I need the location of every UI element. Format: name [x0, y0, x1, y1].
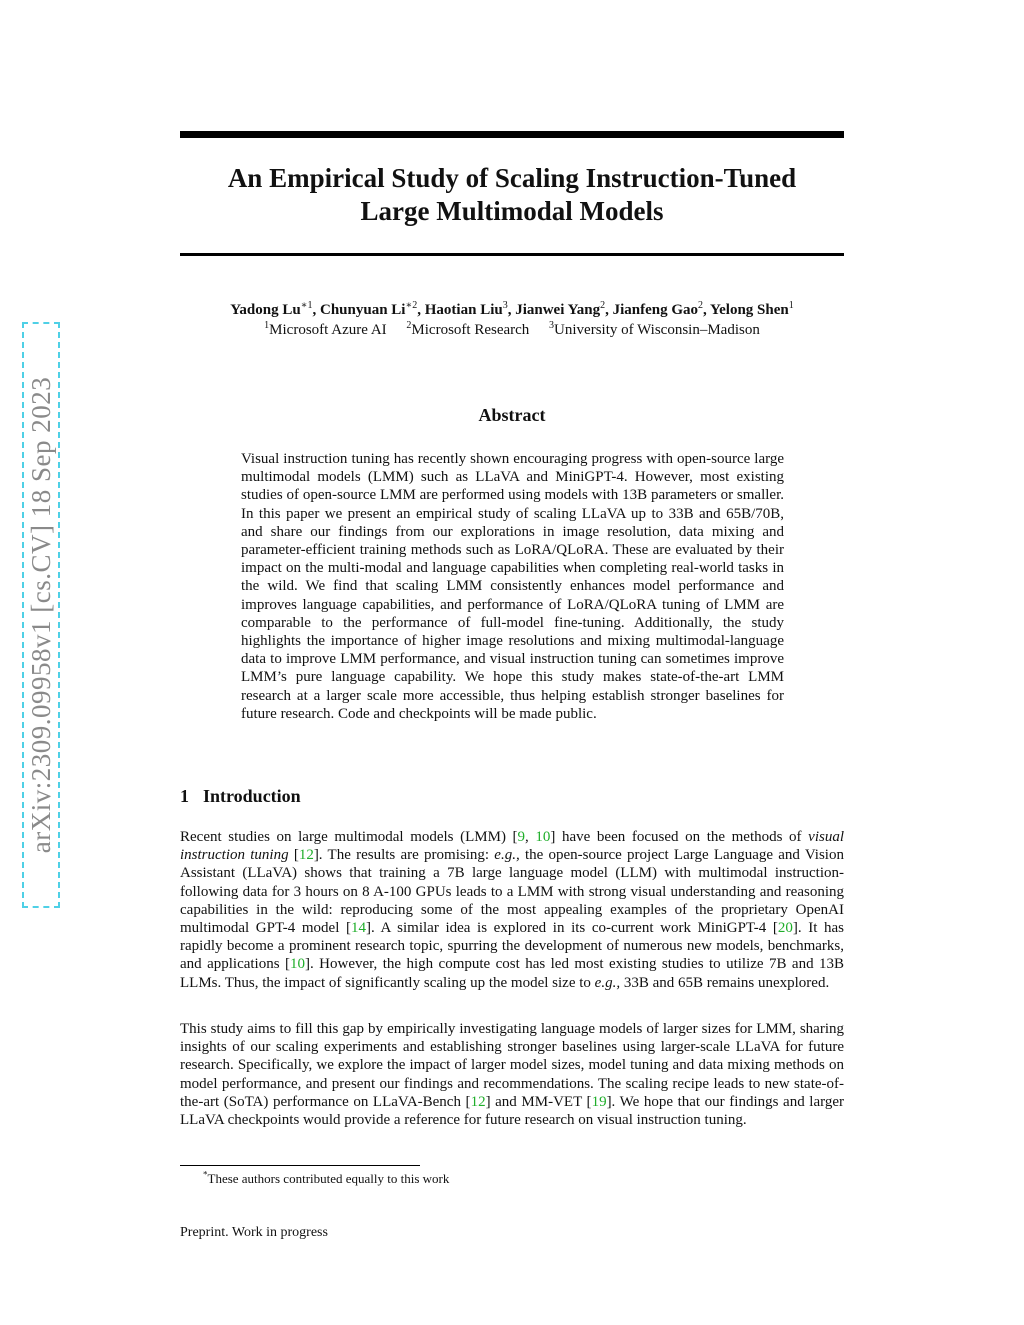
footnote-rule	[180, 1165, 420, 1166]
citation-link[interactable]: 12	[470, 1093, 486, 1110]
footnote	[203, 1171, 449, 1187]
section-title: Introduction	[203, 786, 301, 806]
affiliation-list	[150, 320, 874, 340]
title-top-rule	[180, 131, 844, 138]
title-line-2: Large Multimodal Models	[360, 196, 664, 226]
author-mark: ∗2	[405, 300, 418, 311]
citation-link[interactable]: 9	[517, 829, 526, 845]
abstract-heading: Abstract	[478, 405, 546, 425]
intro-paragraph-1: Recent studies on large multimodal models (LMM) [9, 10] have been focused on the methods of visual instruction tuning [12]. The results are promising: e.g., the open-source project Large Language and Vision Assistant (LLaVA) shows that training a 7B large language model (LLM) with multimodal instruction-following data for 3 hours on 8 A-100 GPUs leads to a LMM with strong visual understanding and reasoning capabilities in the wild: reproducing some of the most appealing examples of the proprietary OpenAI multimodal GPT-4 model [14]. A similar idea is explored in its co-current work MiniGPT-4 [20]. It has rapidly become a prominent research topic, spurring the development of numerous new models, benchmarks, and applications [10]. However, the high compute cost has led most existing studies to utilize 7B and 13B LLMs. Thus, the impact of significantly scaling up the model size to e.g., 33B and 65B remains unexplored.	[180, 829, 844, 991]
author-name: Haotian Liu	[424, 302, 503, 318]
author-name: Jianwei Yang	[515, 302, 601, 318]
citation-link[interactable]: 14	[350, 920, 366, 937]
affiliation: $^3$University of Wisconsin–Madison	[549, 320, 760, 338]
author-mark: 2	[600, 300, 606, 311]
affiliation: $^1$Microsoft Azure AI	[264, 320, 387, 338]
citation-link[interactable]: 10	[535, 829, 551, 845]
section-number: 1	[180, 786, 189, 806]
author-name: Jianfeng Gao	[612, 302, 699, 318]
author-mark: 2	[698, 300, 704, 311]
citation-link[interactable]: 12	[298, 847, 314, 864]
citation-link[interactable]: 19	[591, 1093, 607, 1110]
paper-title	[180, 162, 844, 228]
section-heading-introduction	[180, 785, 301, 807]
arxiv-stamp	[22, 320, 62, 908]
footnote-mark: *	[203, 1169, 208, 1180]
title-line-1: An Empirical Study of Scaling Instruction-Tuned	[227, 163, 797, 193]
citation-link[interactable]: 20	[777, 920, 793, 937]
abstract-text: Visual instruction tuning has recently shown encouraging progress with open-source large multimodal models (LMM) such as LLaVA and MiniGPT-4. However, most existing studies of open-source LMM are performed using models with 13B parameters or smaller. In this paper we present an empirical study of scaling LLaVA up to 33B and 65B/70B, and share our findings from our explorations in image resolution, data mixing and parameter-efficient training methods such as LoRA/QLoRA. These are evaluated by their impact on the multi-modal and language capabilities when completing real-world tasks in the wild. We find that scaling LMM consistently enhances model performance and improves language capabilities, and performance of LoRA/QLoRA tuning of LMM are comparable to the performance of full-model fine-tuning. Additionally, the study highlights the importance of higher image resolutions and mixing multimodal-language data to improve LMM performance, and visual instruction tuning can sometimes improve LMM’s pure language capability. We hope this study makes state-of-the-art LMM research at a larger scale more accessible, thus helping establish stronger baselines for future research. Code and checkpoints will be made public.	[241, 451, 784, 722]
author-mark: 3	[502, 300, 508, 311]
author-name: Yelong Shen	[709, 302, 789, 318]
arxiv-stamp-text: arXiv:2309.09958v1 [cs.CV] 18 Sep 2023	[25, 376, 56, 854]
author-list: Yadong $Lu^{∗1}$, Chunyuan $Li^{∗2}$, Haotian Liu$^3$, Jianwei Yang$^2$, Jianfeng Gao$^2$, Yelong Shen$^1$	[230, 300, 794, 318]
preprint-note: Preprint. Work in progress	[180, 1225, 328, 1240]
author-name: Chunyuan Li	[320, 302, 406, 318]
footnote-text: These authors contributed equally to this work	[207, 1171, 450, 1186]
title-bottom-rule	[180, 253, 844, 256]
author-mark: ∗1	[300, 300, 313, 311]
affiliation: $^2$Microsoft Research	[406, 320, 530, 338]
author-mark: 1	[788, 300, 794, 311]
author-name: Yadong Lu	[230, 302, 301, 318]
intro-paragraph-2: This study aims to fill this gap by empirically investigating language models of larger sizes for LMM, sharing insights of our scaling experiments and establishing stronger baselines using larger-scale LLaVA for future research. Specifically, we explore the impact of larger model sizes, model tuning and data mixing methods on model performance, and present our findings and recommendations. The scaling recipe leads to new state-of-the-art (SoTA) performance on LLaVA-Bench [12] and MM-VET [19]. We hope that our findings and larger LLaVA checkpoints would provide a reference for future research on visual instruction tuning.	[180, 1021, 844, 1129]
citation-link[interactable]: 10	[289, 956, 305, 973]
arxiv-stamp-box	[22, 322, 60, 908]
